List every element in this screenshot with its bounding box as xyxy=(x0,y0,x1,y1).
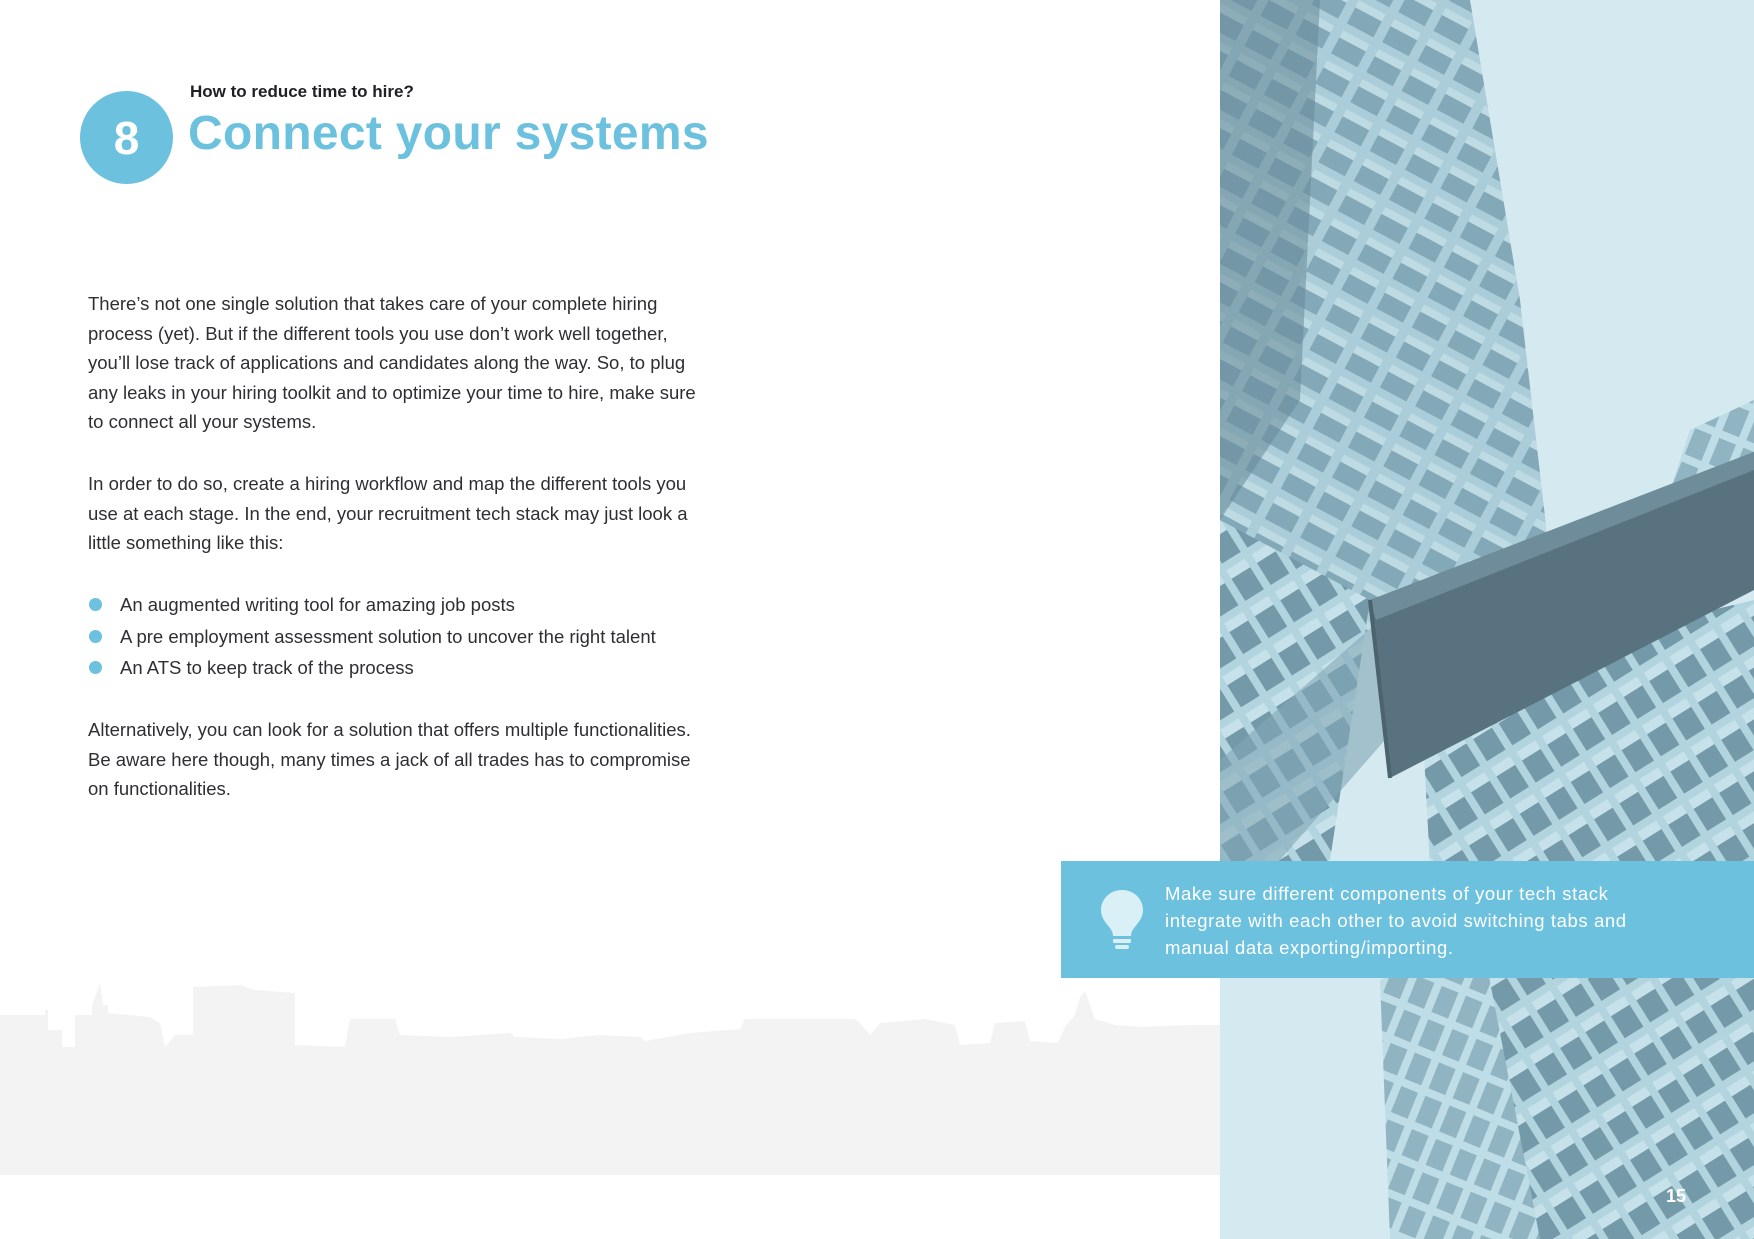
bullet-dot-icon xyxy=(89,630,102,643)
section-kicker: How to reduce time to hire? xyxy=(190,82,414,101)
list-item xyxy=(88,652,728,684)
page-title: Connect your systems xyxy=(188,107,709,160)
bullet-dot-icon xyxy=(89,661,102,674)
list-item xyxy=(88,621,728,653)
lightbulb-icon xyxy=(1099,888,1145,950)
list-item-text: An augmented writing tool for amazing job posts xyxy=(120,594,515,615)
list-item-text: A pre employment assessment solution to uncover the right talent xyxy=(120,625,656,647)
page-number: 15 xyxy=(1666,1186,1687,1206)
step-number: 8 xyxy=(113,111,140,164)
body-paragraph-2: In order to do so, create a hiring workflow and map the different tools you use at each stage. In the end, your recruitment tech stack may just look a little something like this: xyxy=(88,473,688,553)
buildings-photo xyxy=(1220,0,1754,1239)
skyline-silhouette xyxy=(0,975,1220,1175)
step-number-badge xyxy=(80,91,173,184)
list-item-text: An ATS to keep track of the process xyxy=(120,657,414,678)
tip-text: Make sure different components of your tech stack integrate with each other to avoid switching tabs and manual data exporting/importing. xyxy=(1165,883,1627,958)
body-paragraph-1: There’s not one single solution that takes care of your complete hiring process (yet). But if the different tools you use don’t work well together, you’ll lose track of applications and candidates along the way. So, to plug any leaks in your hiring toolkit and to optimize your time to hire, make sure to connect all your systems. xyxy=(88,293,696,432)
tech-stack-list xyxy=(88,589,728,684)
bullet-dot-icon xyxy=(89,598,102,611)
list-item xyxy=(88,589,728,621)
tip-callout xyxy=(1061,861,1754,978)
body-paragraph-3: Alternatively, you can look for a solution that offers multiple functionalities. Be aware here though, many times a jack of all trades has to compromise on functionalities. xyxy=(88,719,691,799)
